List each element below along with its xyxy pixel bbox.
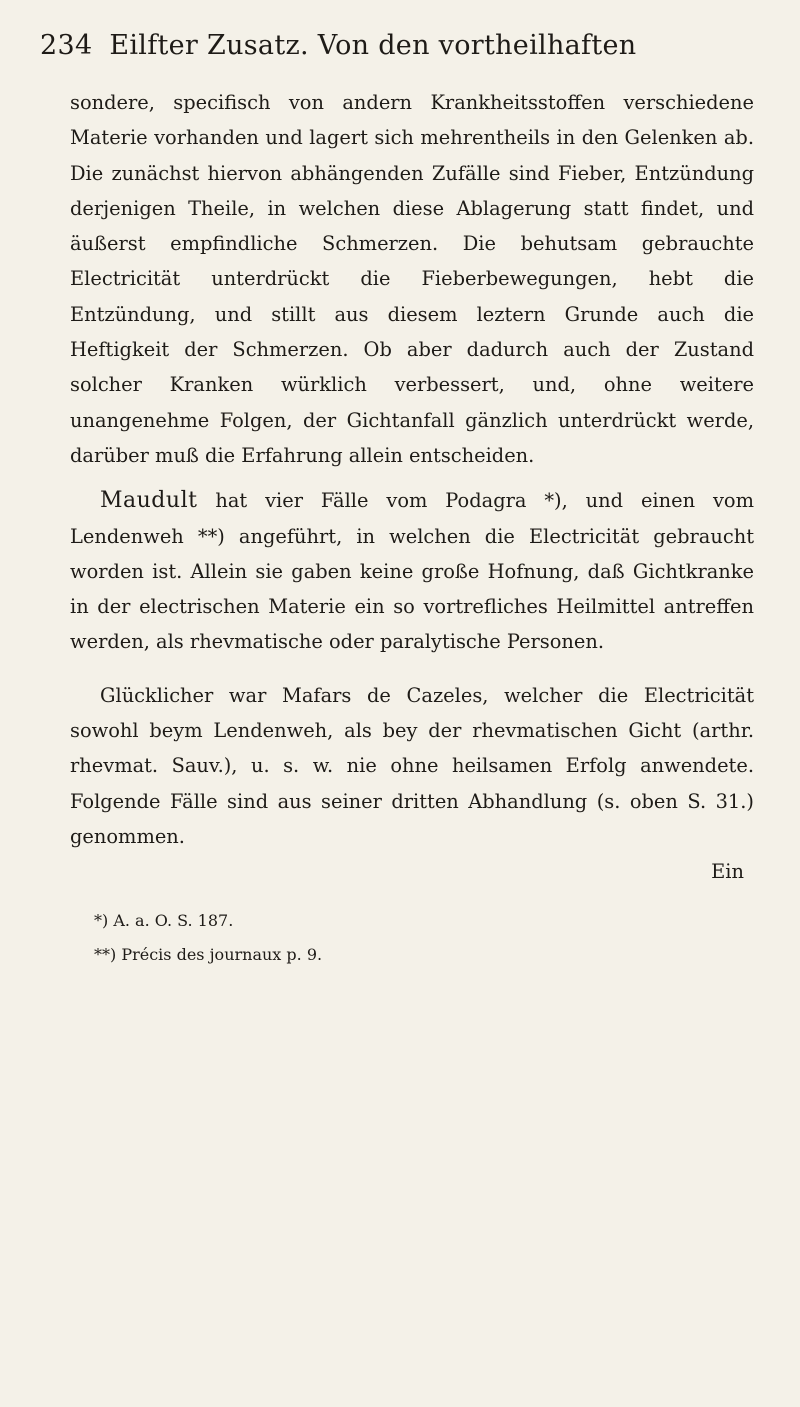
paragraph-2-text: hat vier Fälle vom Podagra *), und einen vom Lendenweh **) angeführt, in welchen die Electricität gebraucht worden ist. Allein sie gaben keine große Hofnung, daß Gichtkranke in der electrischen Materie ein so vortrefliches Heilmittel antreffen werden, als rhevmatische oder paralytische Personen. xyxy=(70,489,754,654)
running-title: Eilfter Zusatz. Von den vortheilhaften xyxy=(109,30,637,61)
body-text xyxy=(70,85,754,890)
paragraph-1: sondere, specifisch von andern Krankheitsstoffen verschiedene Materie vorhanden und lagert sich mehrentheils in den Gelenken ab. Die zunächst hiervon abhängenden Zufälle sind Fieber, Entzündung derjenigen Theile, in welchen diese Ablagerung statt findet, und äußerst empfindliche Schmerzen. Die behutsam gebrauchte Electricität unterdrückt die Fieberbewegungen, hebt die Entzündung, und stillt aus diesem leztern Grunde auch die Heftigkeit der Schmerzen. Ob aber dadurch auch der Zustand solcher Kranken würklich verbessert, und, ohne weitere unangenehme Folgen, der Gichtanfall gänzlich unterdrückt werde, darüber muß die Erfahrung allein entscheiden. xyxy=(70,91,754,467)
page-header xyxy=(40,30,740,61)
page-number: 234 xyxy=(40,30,93,61)
lead-word: Maudult xyxy=(100,488,198,514)
footnotes xyxy=(94,904,740,972)
footnote-2: **) Précis des journaux p. 9. xyxy=(94,944,323,964)
footnote-1: *) A. a. O. S. 187. xyxy=(94,910,234,930)
paragraph-2 xyxy=(70,483,754,659)
catchword: Ein xyxy=(711,860,744,884)
paragraph-3: Glücklicher war Mafars de Cazeles, welcher die Electricität sowohl beym Lendenweh, als bey der rhevmatischen Gicht (arthr. rhevmat. Sauv.), u. s. w. nie ohne heilsamen Erfolg anwendete. Folgende Fälle sind aus seiner dritten Abhandlung (s. oben S. 31.) genommen. xyxy=(70,683,754,848)
